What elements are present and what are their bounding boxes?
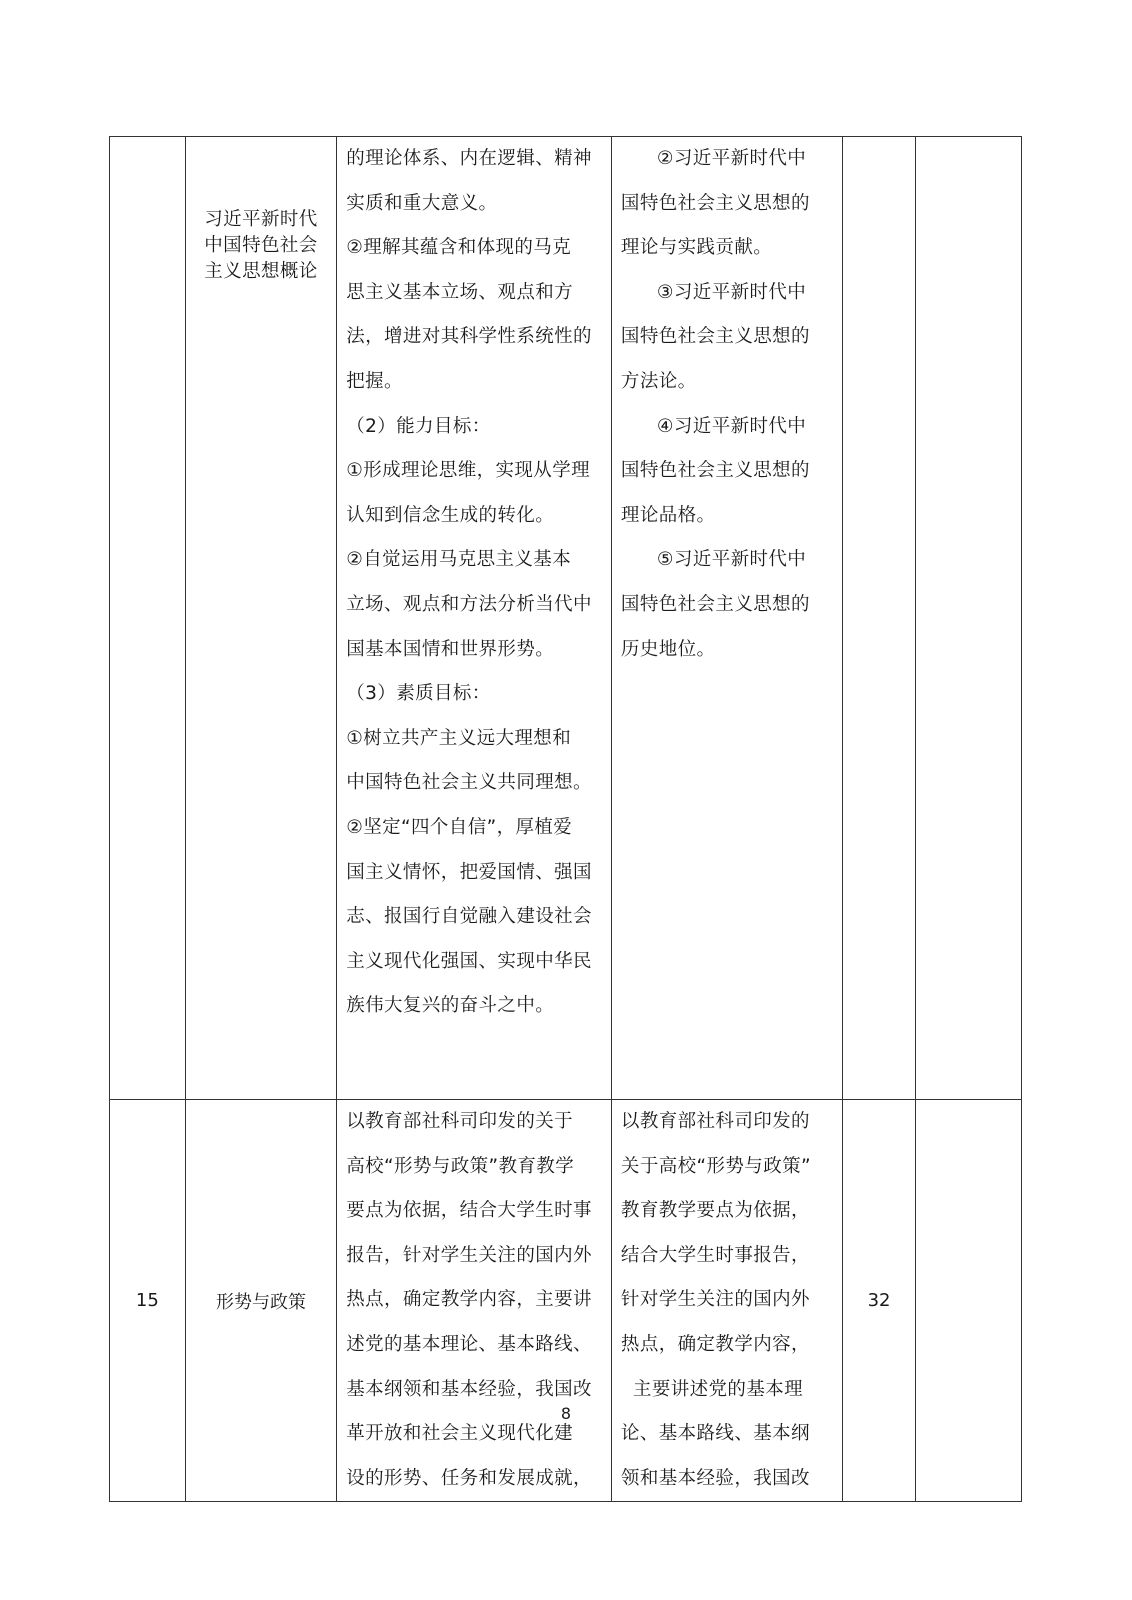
content-line: ④习近平新时代中	[656, 415, 807, 437]
content-line: 国特色社会主义思想的	[620, 326, 810, 348]
content-line: 论、基本路线、基本纲	[620, 1423, 810, 1445]
content-line: 理论与实践贡献。	[620, 237, 773, 259]
content-line: 热点，确定教学内容，	[620, 1333, 810, 1355]
content-line: 教育教学要点为依据，	[620, 1200, 810, 1222]
objective-line: ②坚定“四个自信”，厚植爱	[346, 816, 573, 838]
remarks-cell	[915, 137, 1021, 1100]
objective-line: 报告，针对学生关注的国内外	[346, 1244, 592, 1266]
content-cell	[611, 137, 842, 1100]
objective-line: 思主义基本立场、观点和方	[346, 281, 574, 303]
content-line: 主要讲述党的基本理	[632, 1378, 804, 1400]
table-row	[110, 1100, 1022, 1502]
objective-line: 国基本国情和世界形势。	[346, 638, 555, 660]
course-name-line: 中国特色社会	[204, 235, 318, 256]
course-name-line: 主义思想概论	[204, 261, 318, 282]
content-line: 历史地位。	[620, 638, 716, 660]
objectives-cell	[337, 1100, 612, 1502]
objective-line: 把握。	[346, 370, 403, 392]
remarks-cell	[915, 1100, 1021, 1502]
objective-line: ②自觉运用马克思主义基本	[346, 549, 572, 571]
content-line: 方法论。	[620, 370, 697, 392]
content-line: 领和基本经验，我国改	[620, 1467, 810, 1489]
objectives-cell	[337, 137, 612, 1100]
objective-line: 热点，确定教学内容，主要讲	[346, 1289, 592, 1311]
content-line: 关于高校“形势与政策”	[620, 1155, 811, 1177]
objective-line: （3）素质目标：	[346, 683, 491, 705]
hours-cell: 32	[843, 1100, 916, 1502]
content-line: ⑤习近平新时代中	[656, 549, 807, 571]
objective-line: 族伟大复兴的奋斗之中。	[346, 995, 555, 1017]
curriculum-table	[109, 136, 1022, 1502]
course-name-line: 习近平新时代	[204, 209, 318, 230]
objective-line: 设的形势、任务和发展成就，	[346, 1467, 592, 1489]
objective-line: 高校“形势与政策”教育教学	[346, 1155, 575, 1177]
row-number-cell: 15	[110, 1100, 186, 1502]
objective-line: 志、报国行自觉融入建设社会	[346, 906, 592, 928]
objective-line: ②理解其蕴含和体现的马克	[346, 237, 572, 259]
content-line: ③习近平新时代中	[656, 281, 807, 303]
objective-line: 国主义情怀，把爱国情、强国	[346, 861, 592, 883]
objective-line: ①树立共产主义远大理想和	[346, 727, 572, 749]
content-line: 理论品格。	[620, 504, 716, 526]
table-row	[110, 137, 1022, 1100]
hours-cell	[843, 137, 916, 1100]
objective-line: （2）能力目标：	[346, 415, 491, 437]
objective-line: 立场、观点和方法分析当代中	[346, 593, 592, 615]
objective-line: 主义现代化强国、实现中华民	[346, 950, 592, 972]
course-name-cell	[185, 137, 336, 1100]
objective-line: 革开放和社会主义现代化建	[346, 1423, 574, 1445]
objective-line: 述党的基本理论、基本路线、	[346, 1333, 592, 1355]
content-line: 以教育部社科司印发的	[620, 1111, 810, 1132]
objective-line: 以教育部社科司印发的关于	[346, 1111, 574, 1132]
content-line: 国特色社会主义思想的	[620, 460, 810, 482]
objective-line: 要点为依据，结合大学生时事	[346, 1200, 592, 1222]
page-number: 8	[560, 1404, 572, 1423]
objective-line: 的理论体系、内在逻辑、精神	[346, 148, 592, 169]
objective-line: ①形成理论思维，实现从学理	[346, 460, 591, 482]
row-number-cell	[110, 137, 186, 1100]
course-name-cell: 形势与政策	[185, 1100, 336, 1502]
content-line: 国特色社会主义思想的	[620, 192, 810, 214]
objective-line: 认知到信念生成的转化。	[346, 504, 555, 526]
content-line: 国特色社会主义思想的	[620, 593, 810, 615]
objective-line: 法，增进对其科学性系统性的	[346, 326, 592, 348]
content-line: 针对学生关注的国内外	[620, 1289, 810, 1311]
content-cell	[611, 1100, 842, 1502]
objective-line: 实质和重大意义。	[346, 192, 498, 214]
content-line: ②习近平新时代中	[656, 148, 807, 169]
objective-line: 基本纲领和基本经验，我国改	[346, 1378, 592, 1400]
content-line: 结合大学生时事报告，	[620, 1244, 810, 1266]
objective-line: 中国特色社会主义共同理想。	[346, 772, 592, 794]
